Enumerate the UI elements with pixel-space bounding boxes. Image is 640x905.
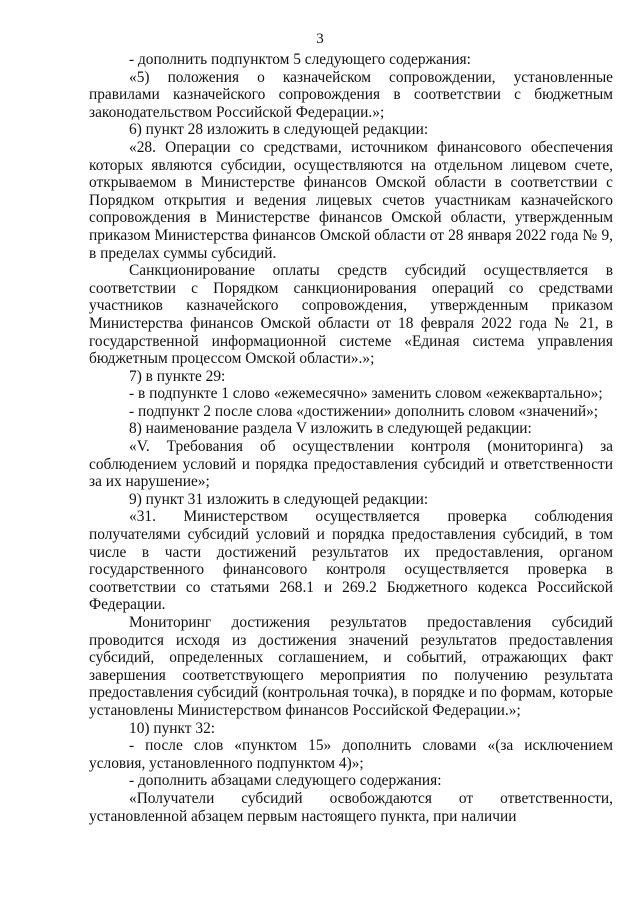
- paragraph: - в подпункте 1 слово «ежемесячно» заменить словом «ежеквартально»;: [129, 385, 603, 403]
- paragraph: 9) пункт 31 изложить в следующей редакции:: [129, 490, 429, 508]
- paragraph: Мониторинг достижения результатов предоставления субсидий проводится исходя из достижения значений результатов предоставления субсидий, определенных соглашением, и событий, отражающих факт завершения соответствующего мероприятия по получению результата предоставления субсидий (контрольная точка), в порядке и по формам, которые установлены Министерством финансов Российской Федерации.»;: [89, 614, 613, 719]
- paragraph: Санкционирование оплаты средств субсидий осуществляется в соответствии с Порядком санкционирования операций со средствами участников казначейского сопровождения, утвержденным приказом Министерства финансов Омской области от 18 февраля 2022 года № 21, в государственной информационной системе «Единая система управления бюджетным процессом Омской области».»;: [89, 262, 613, 368]
- paragraph: «Получатели субсидий освобождаются от ответственности, установленной абзацем первым настоящего пункта, при наличии: [89, 789, 613, 825]
- paragraph: - дополнить подпунктом 5 следующего содержания:: [129, 51, 471, 68]
- paragraph: 6) пункт 28 изложить в следующей редакции:: [129, 121, 429, 139]
- paragraph: «31. Министерством осуществляется проверка соблюдения получателями субсидий условий и порядка предоставления субсидий, в том числе в части достижений результатов их предоставления, органом государственного финансового контроля осуществляется проверка в соответствии со статьями 268.1 и 269.2 Бюджетного кодекса Российской Федерации.: [89, 508, 613, 614]
- page-number: 3: [316, 31, 324, 47]
- paragraph: 10) пункт 32:: [129, 719, 216, 737]
- paragraph: - подпункт 2 после слова «достижении» дополнить словом «значений»;: [129, 402, 599, 420]
- paragraph: - дополнить абзацами следующего содержания:: [129, 772, 442, 790]
- paragraph: «V. Требования об осуществлении контроля (мониторинга) за соблюдением условий и порядка предоставления субсидий и ответственности за их нарушение»;: [89, 438, 613, 491]
- paragraph: - после слов «пунктом 15» дополнить словами «(за исключением условия, установленного подпунктом 4)»;: [89, 737, 613, 772]
- document-body: [89, 51, 613, 825]
- paragraph: 8) наименование раздела V изложить в следующей редакции:: [129, 420, 532, 438]
- paragraph: «28. Операции со средствами, источником финансового обеспечения которых являются субсидии, осуществляются на отдельном лицевом счете, открываемом в Министерстве финансов Омской области в соответствии с Порядком открытия и ведения лицевых счетов участникам казначейского сопровождения в Министерстве финансов Омской области, утвержденным приказом Министерства финансов Омской области от 28 января 2022 года № 9, в пределах суммы субсидий.: [89, 138, 613, 262]
- paragraph: «5) положения о казначейском сопровождении, установленные правилами казначейского сопровождения в соответствии с бюджетным законодательством Российской Федерации.»;: [89, 68, 613, 121]
- paragraph: 7) в пункте 29:: [129, 367, 226, 385]
